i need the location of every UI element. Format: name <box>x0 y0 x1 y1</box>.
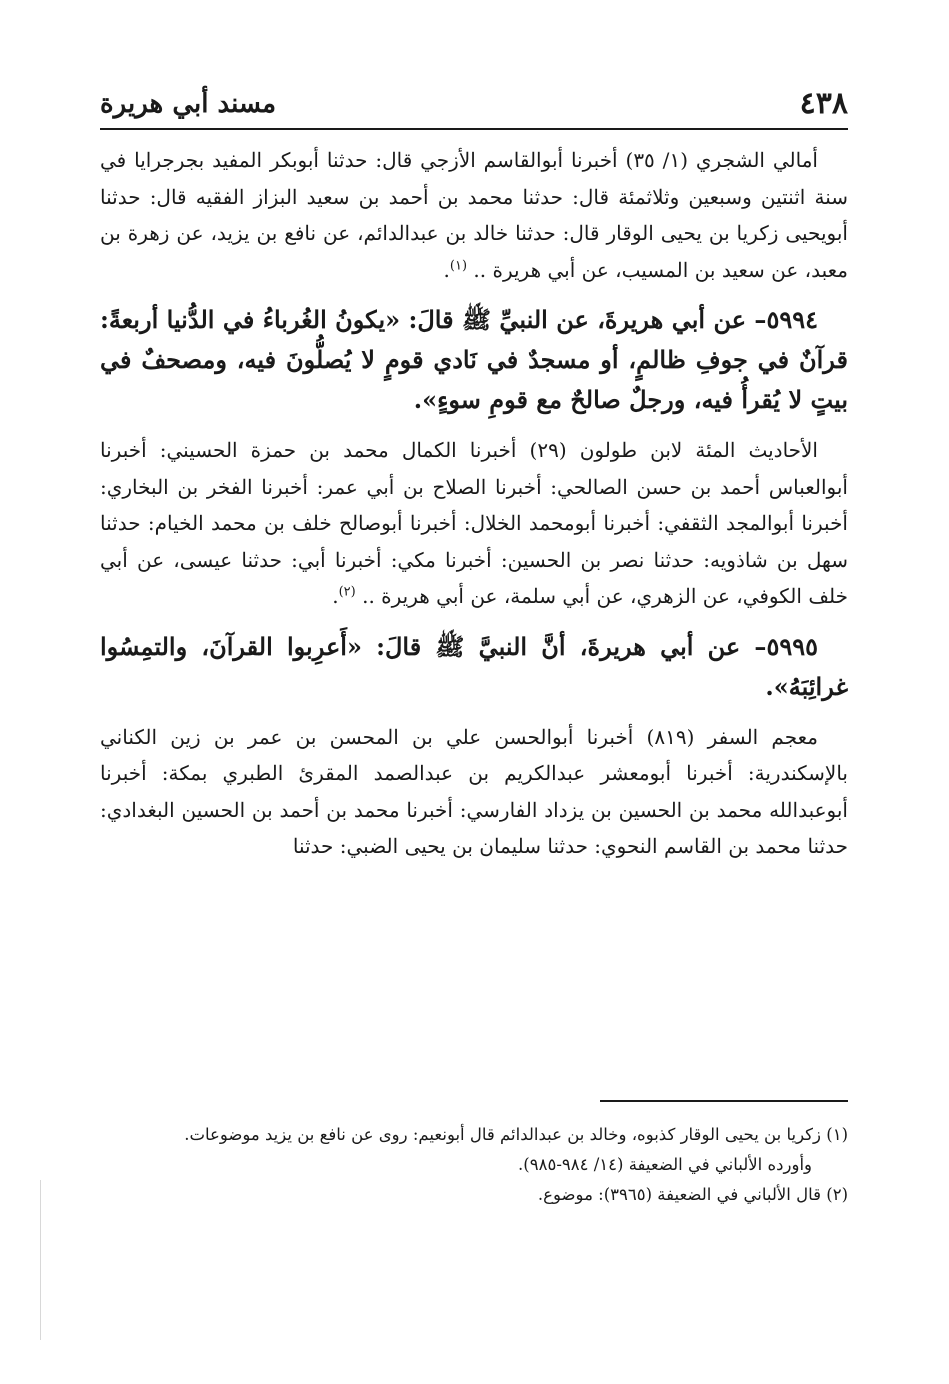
book-page <box>100 70 848 1360</box>
footnote-divider <box>600 1100 848 1102</box>
footnote-number: (٢) <box>826 1185 848 1204</box>
footnote-1-continuation: وأورده الألباني في الضعيفة (١٤/ ٩٨٤-٩٨٥). <box>518 1155 812 1174</box>
footnote-2 <box>100 1180 848 1210</box>
scan-edge-line <box>40 1180 41 1340</box>
main-text <box>100 142 848 865</box>
footnote-text: زكريا بن يحيى الوقار كذبوه، وخالد بن عبدالدائم قال أبونعيم: روى عن نافع بن يزيد موضوعات. <box>184 1125 821 1144</box>
hadith-5995: ٥٩٩٥– عن أبي هريرةَ، أنَّ النبيَّ ﷺ قالَ: «أَعرِبوا القرآنَ، والتمِسُوا غرائِبَهُ». <box>100 631 848 701</box>
paragraph-text: الأحاديث المئة لابن طولون (٢٩) أخبرنا الكمال محمد بن حمزة الحسيني: أخبرنا أبوالعباس أحمد بن حسن الصالحي: أخبرنا الصلاح بن أبي عمر: أخبرنا الفخر بن البخاري: أخبرنا أبوالمجد الثقفي: أخبرنا أبومحمد الخلال: أخبرنا أبوصالح خلف بن محمد الخيام: حدثنا سهل بن شاذويه: حدثنا نصر بن الحسين: أخبرنا مكي: أخبرنا أبي: حدثنا عيسى، عن أبي خلف الكوفي، عن الزهري، عن أبي سلمة، عن أبي هريرة .. <box>100 438 848 608</box>
page-header <box>100 80 848 124</box>
source-paragraph-2: الأحاديث المئة لابن طولون (٢٩) أخبرنا الكمال محمد بن حمزة الحسيني: أخبرنا أبوالعباس أحمد بن حسن الصالحي: أخبرنا الصلاح بن أبي عمر: أخبرنا الفخر بن البخاري: أخبرنا أبوالمجد الثقفي: أخبرنا أبومحمد الخلال: أخبرنا أبوصالح خلف بن محمد الخيام: حدثنا سهل بن شاذويه: حدثنا نصر بن الحسين: أخبرنا مكي: أخبرنا أبي: حدثنا عيسى، عن أبي خلف الكوفي، عن الزهري، عن أبي سلمة، عن أبي هريرة .. $^{(٢)}$. <box>100 438 848 608</box>
footnote-1 <box>100 1120 848 1150</box>
hadith-5994: ٥٩٩٤– عن أبي هريرةَ، عن النبيِّ ﷺ قالَ: «يكونُ الغُرباءُ في الدُّنيا أربعةً: قرآنٌ في جوفِ ظالمٍ، أو مسجدٌ في نَادي قومٍ لا يُصلُّونَ فيه، ومصحفٌ في بيتٍ لا يُقرأُ فيه، ورجلٌ صالحٌ مع قومِ سوءٍ». <box>100 305 848 414</box>
paragraph-text: أمالي الشجري (١/ ٣٥) أخبرنا أبوالقاسم الأزجي قال: حدثنا أبوبكر المفيد بجرجرايا في سنة اثنتين وسبعين وثلاثمئة قال: حدثنا محمد بن أحمد بن سعيد البزاز الفقيه قال: حدثنا أبويحيى زكريا بن يحيى الوقار قال: حدثنا خالد بن عبدالدائم، عن نافع بن يزيد، عن زهرة بن معبد، عن سعيد بن المسيب، عن أبي هريرة .. <box>100 148 848 282</box>
footnote-reference-1: (١) <box>449 257 468 273</box>
source-paragraph-1: أمالي الشجري (١/ ٣٥) أخبرنا أبوالقاسم الأزجي قال: حدثنا أبوبكر المفيد بجرجرايا في سنة اثنتين وسبعين وثلاثمئة قال: حدثنا محمد بن أحمد بن سعيد البزاز الفقيه قال: حدثنا أبويحيى زكريا بن يحيى الوقار قال: حدثنا خالد بن عبدالدائم، عن نافع بن يزيد، عن زهرة بن معبد، عن سعيد بن المسيب، عن أبي هريرة .. $^{(١)}$. <box>100 148 848 282</box>
source-paragraph-3: معجم السفر (٨١٩) أخبرنا أبوالحسن علي بن المحسن بن عمر بن زين الكناني بالإسكندرية: أخبرنا أبومعشر عبدالكريم بن عبدالصمد المقرئ الطبري بمكة: أخبرنا أبوعبدالله محمد بن الحسين بن يزداد الفارسي: أخبرنا محمد بن أحمد بن الحسين البغدادي: حدثنا محمد بن القاسم النحوي: حدثنا سليمان بن يحيى الضبي: حدثنا <box>100 724 848 858</box>
header-divider <box>100 128 848 130</box>
footnotes <box>100 1120 848 1210</box>
footnote-reference-2: (٢) <box>338 584 356 600</box>
running-title: مسند أبي هريرة <box>100 89 277 119</box>
footnote-number: (١) <box>826 1125 848 1144</box>
page-number: ٤٣٨ <box>799 86 848 121</box>
footnote-text: قال الألباني في الضعيفة (٣٩٦٥): موضوع. <box>537 1185 821 1204</box>
